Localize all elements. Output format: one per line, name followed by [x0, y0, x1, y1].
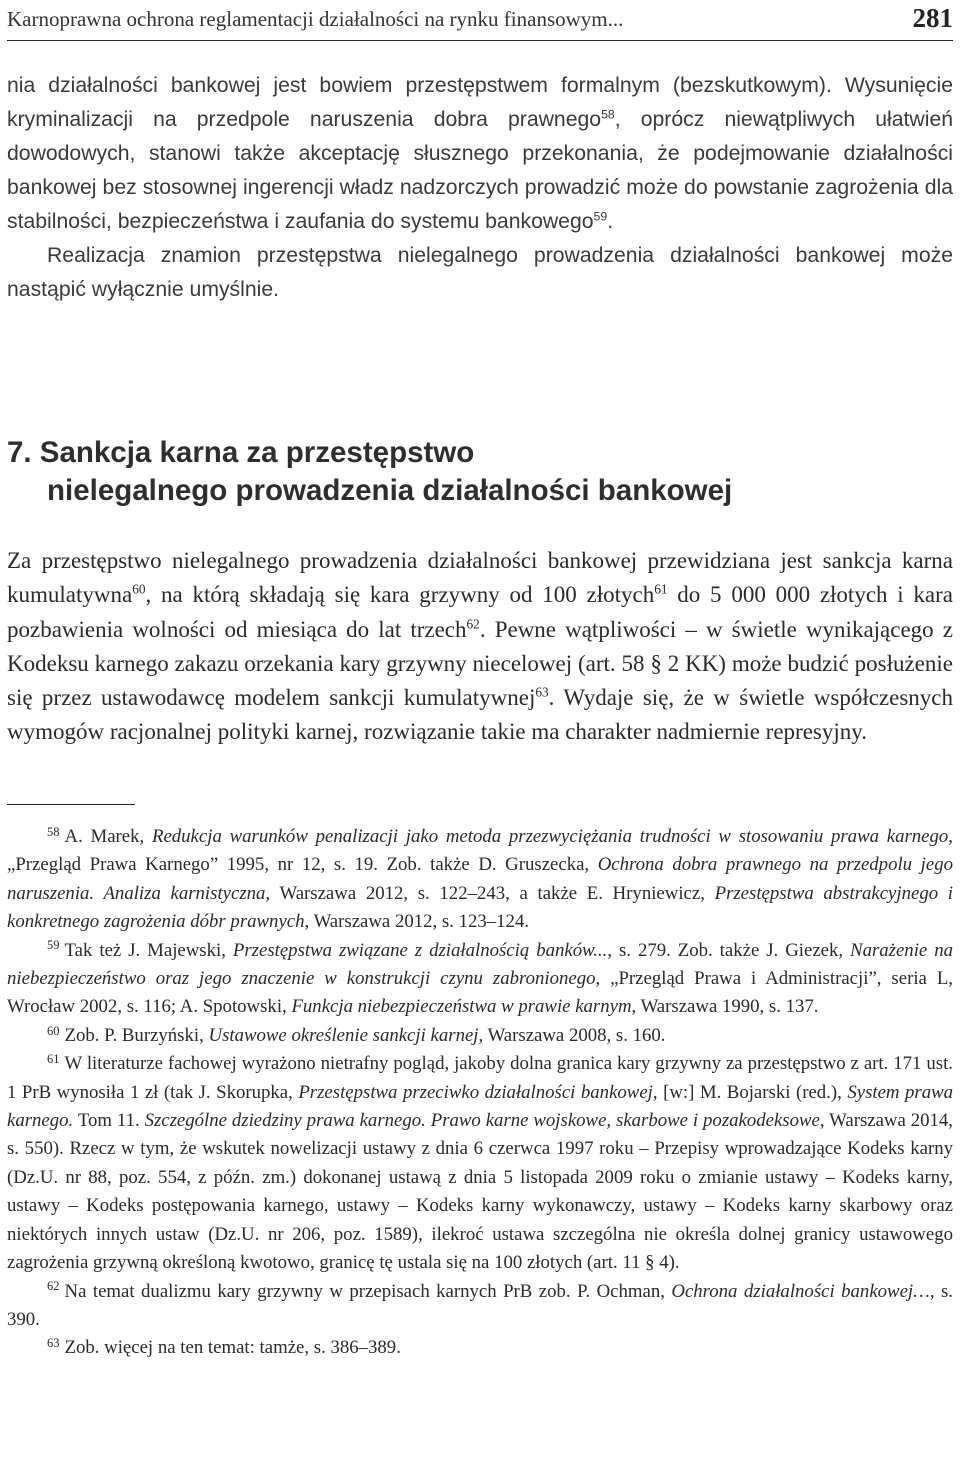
- text-run: , Warszawa 2008, s. 160.: [478, 1024, 666, 1046]
- footnote-ref-61[interactable]: 61: [654, 582, 668, 598]
- text-run: , „Przegląd Prawa Karnego” 1995, nr 12, s. 19. Zob. także D. Gruszecka,: [7, 826, 953, 876]
- footnote-ref-58[interactable]: 58: [601, 107, 615, 122]
- section-heading-line-2: nielegalnego prowadzenia działalności bankowej: [47, 474, 733, 507]
- footnote-60: [7, 1022, 953, 1050]
- footnote-58: [7, 823, 953, 937]
- body-text-section: [7, 544, 953, 750]
- body-text-top: [7, 69, 953, 307]
- italic-title: Ochrona dobra prawnego na przedpolu jego naruszenia. Analiza karnistyczna: [7, 854, 953, 904]
- text-run: . Wydaje się, że w świetle współczesnych wymogów racjonalnej polityki karnej, rozwiązanie takie ma charakter nadmiernie represyjny.: [7, 685, 953, 745]
- text-run: , s. 390.: [7, 1280, 953, 1330]
- paragraph: [7, 544, 953, 750]
- italic-title: System prawa karnego.: [7, 1081, 954, 1132]
- footnote-ref-60[interactable]: 60: [132, 582, 146, 598]
- italic-title: Narażenie na niebezpieczeństwo oraz jego znaczenie w konstrukcji czynu zabronionego: [7, 939, 953, 990]
- text-run: . Pewne wątpliwości – w świetle wynikającego z Kodeksu karnego zakazu orzekania kary grzywny niecelowej (art. 58 § 2 KK) może budzić posłużenie się przez ustawodawcę modelem sankcji kumulatywnej: [7, 616, 953, 711]
- footnote-number: 63: [47, 1336, 60, 1351]
- text-run: Tak też J. Majewski,: [64, 939, 233, 961]
- running-header: [7, 0, 953, 41]
- text-run: , s. 279. Zob. także J. Giezek,: [607, 939, 851, 961]
- footnote-number: 60: [47, 1023, 60, 1038]
- paragraph: Realizacja znamion przestępstwa nielegalnego prowadzenia działalności bankowej może nastąpić wyłącznie umyślnie.: [7, 244, 953, 301]
- footnote-59: [7, 937, 953, 1022]
- section-heading-line-1: 7. Sankcja karna za przestępstwo: [7, 436, 475, 469]
- footnote-number: 59: [47, 938, 60, 953]
- paragraph: [7, 69, 953, 239]
- footnotes: [7, 823, 953, 1363]
- footnote-62: [7, 1278, 953, 1335]
- italic-title: Przestępstwa abstrakcyjnego i konkretnego zagrożenia dóbr prawnych: [7, 882, 954, 933]
- text-run: , oprócz niewątpliwych ułatwień dowodowych, stanowi także akceptację słusznego przekonania, że podejmowanie działalności bankowej bez stosownej ingerencji władz nadzorczych prowadzić może do powstanie zagrożenia dla stabilności, bezpieczeństwa i zaufania do systemu bankowego: [7, 108, 954, 233]
- text-run: , Warszawa 2012, s. 122–243, a także E. Hryniewicz,: [265, 882, 715, 904]
- text-run: W literaturze fachowej wyrażono nietrafny pogląd, jakoby dolna granica kary grzywny za przestępstwo z art. 171 ust. 1 PrB wynosiła 1 zł (tak J. Skorupka,: [7, 1053, 953, 1103]
- text-run: , Warszawa 2014, s. 550). Rzecz w tym, że wskutek nowelizacji ustawy z dnia 6 czerwca 1997 roku – Przepisy wprowadzające Kodeks karny (Dz.U. nr 88, poz. 554, z późn. zm.) dokonanej ustawą z dnia 5 listopada 2009 roku o zmianie ustawy – Kodeks karny, ustawy – Kodeks postępowania karnego, ustawy – Kodeks karny wykonawczy, ustawy – Kodeks karny skarbowy oraz niektórych innych ustaw (Dz.U. nr 206, poz. 1589), ilekroć ustawa szczególna nie określa dolnej granicy ustawowego zagrożenia grzywną określoną kwotowo, granicę tę ustala się na 100 złotych (art. 11 § 4).: [7, 1110, 953, 1274]
- footnote-separator: [7, 804, 135, 805]
- page-number: 281: [912, 3, 953, 33]
- italic-title: Przestępstwa związane z działalnością banków...: [232, 939, 608, 961]
- italic-title: Redukcja warunków penalizacji jako metoda przezwyciężania trudności w stosowaniu prawa karnego: [151, 826, 949, 847]
- text-run: Zob. P. Burzyński,: [64, 1024, 209, 1046]
- text-run: , Warszawa 1990, s. 137.: [631, 996, 819, 1018]
- text-run: Zob. więcej na ten temat: tamże, s. 386–389.: [64, 1337, 401, 1359]
- footnote-number: 61: [47, 1052, 60, 1066]
- text-run: A. Marek,: [64, 826, 152, 847]
- italic-title: Szczególne dziedziny prawa karnego. Prawo karne wojskowe, skarbowe i pozakodeksowe: [144, 1110, 820, 1132]
- footnote-63: [7, 1334, 953, 1362]
- footnote-ref-62[interactable]: 62: [466, 616, 480, 632]
- footnote-number: 62: [47, 1279, 60, 1294]
- footnote-ref-63[interactable]: 63: [535, 684, 549, 700]
- text-run: , na którą składają się kara grzywny od 100 złotych: [145, 582, 655, 608]
- italic-title: Przestępstwa przeciwko działalności bankowej: [298, 1081, 653, 1103]
- text-run: , [w:] M. Bojarski (red.),: [652, 1081, 848, 1103]
- italic-title: Funkcja niebezpieczeństwa w prawie karnym: [291, 996, 632, 1018]
- text-run: Za przestępstwo nielegalnego prowadzenia działalności bankowej przewidziana jest sankcja karna kumulatywna: [7, 548, 953, 608]
- text-run: nia działalności bankowej jest bowiem przestępstwem formalnym (bezskutkowym). Wysunięcie kryminalizacji na przedpole naruszenia dobra prawnego: [7, 74, 953, 131]
- section-heading: [7, 434, 953, 510]
- footnote-61: [7, 1050, 953, 1277]
- text-run: , „Przegląd Prawa i Administracji”, seria L, Wrocław 2002, s. 116; A. Spotowski,: [7, 968, 953, 1018]
- text-run: Tom 11.: [73, 1110, 145, 1132]
- running-title: Karnoprawna ochrona reglamentacji działalności na rynku finansowym...: [7, 7, 624, 31]
- text-run: do 5 000 000 złotych i kara pozbawienia wolności od miesiąca do lat trzech: [7, 582, 954, 642]
- footnote-number: 58: [47, 824, 60, 839]
- text-run: Na temat dualizmu kary grzywny w przepisach karnych PrB zob. P. Ochman,: [64, 1280, 672, 1302]
- italic-title: Ustawowe określenie sankcji karnej: [208, 1024, 479, 1046]
- footnote-ref-59[interactable]: 59: [593, 209, 608, 224]
- italic-title: Ochrona działalności bankowej…: [671, 1280, 930, 1302]
- text-run: , Warszawa 2012, s. 123–124.: [304, 911, 530, 933]
- text-run: .: [607, 210, 614, 233]
